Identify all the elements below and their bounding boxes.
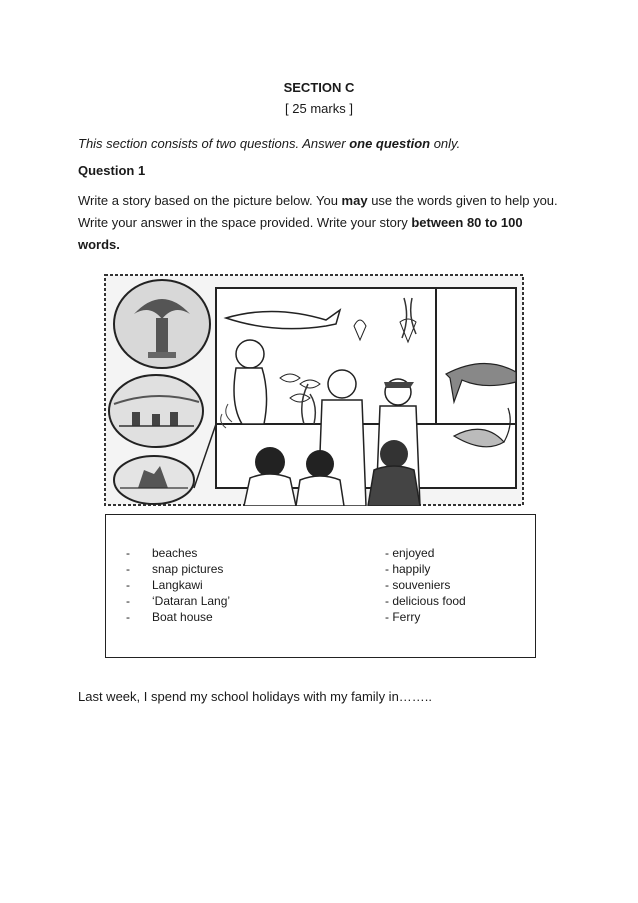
word-count-emphasis: between 80 to 100 words. [78, 215, 523, 252]
list-item: - enjoyed [385, 546, 435, 560]
list-item: - happily [385, 562, 431, 576]
instruction-emphasis: one question [349, 136, 431, 151]
island-icon [114, 456, 194, 504]
list-item: - Boat house [126, 610, 213, 624]
word-list-box [105, 514, 536, 658]
section-marks: [ 25 marks ] [285, 101, 353, 116]
section-heading: SECTION C [283, 80, 355, 95]
eagle-statue-icon [114, 280, 210, 368]
list-item: - Langkawi [126, 578, 203, 592]
list-item: - snap pictures [126, 562, 224, 576]
question-title: Question 1 [78, 163, 146, 178]
list-item: - souveniers [385, 578, 451, 592]
list-item: - beaches [126, 546, 198, 560]
section-instruction: This section consists of two questions. Answer one question only. [78, 136, 461, 151]
list-item: - ‘Dataran Lang’ [126, 594, 231, 608]
list-item: - Ferry [385, 610, 421, 624]
word-list-left [126, 545, 230, 625]
story-opening-line: Last week, I spend my school holidays with my family in…….. [78, 689, 433, 704]
word-list-right [385, 545, 466, 625]
question-text: Write a story based on the picture below. You may use the words given to help you. Write your answer in the space provided. Write your story between 80 to 100 words. [78, 193, 558, 252]
question-illustration [104, 274, 524, 506]
list-item: - delicious food [385, 594, 466, 608]
may-emphasis: may [341, 193, 368, 208]
beach-icon [109, 375, 203, 447]
